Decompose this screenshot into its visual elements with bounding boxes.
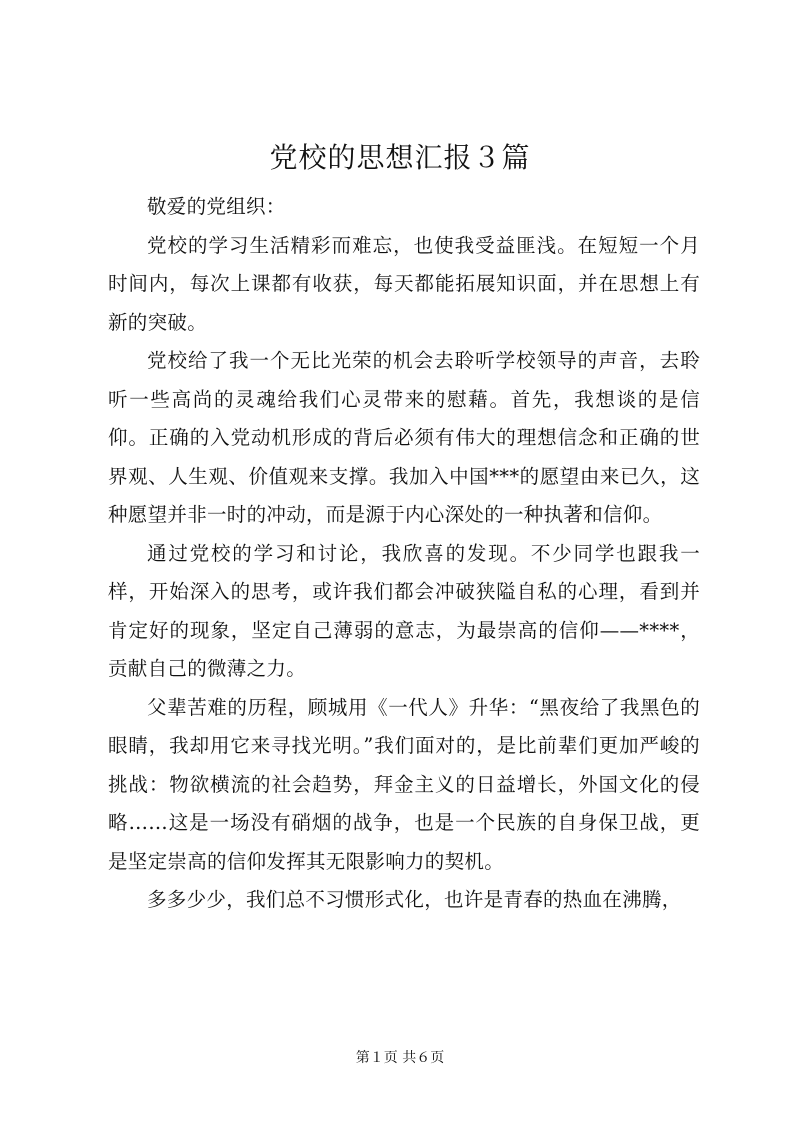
document-title: 党校的思想汇报３篇 — [269, 141, 531, 174]
paragraph: 通过党校的学习和讨论，我欣喜的发现。不少同学也跟我一样，开始深入的思考，或许我们都会冲破狭隘自私的心理，看到并肯定好的现象，坚定自己薄弱的意志，为最崇高的信仰——****，贡献自己的微薄之力。 — [108, 541, 700, 680]
paragraph: 多多少少，我们总不习惯形式化，也许是青春的热血在沸腾， — [147, 888, 682, 911]
document-body — [108, 188, 700, 920]
page-footer: 第１页 共６页 — [355, 1050, 445, 1066]
salutation: 敬爱的党组织： — [147, 195, 286, 218]
paragraph: 党校给了我一个无比光荣的机会去聆听学校领导的声音，去聆听一些高尚的灵魂给我们心灵带来的慰藉。首先，我想谈的是信仰。正确的入党动机形成的背后必须有伟大的理想信念和正确的世界观、人生观、价值观来支撑。我加入中国***的愿望由来已久，这种愿望并非一时的冲动，而是源于内心深处的一种执著和信仰。 — [108, 349, 700, 526]
paragraph: 党校的学习生活精彩而难忘，也使我受益匪浅。在短短一个月时间内，每次上课都有收获，每天都能拓展知识面，并在思想上有新的突破。 — [108, 233, 700, 334]
paragraph: 父辈苦难的历程，顾城用《一代人》升华：“黑夜给了我黑色的眼睛，我却用它来寻找光明。”我们面对的，是比前辈们更加严峻的挑战：物欲横流的社会趋势，拜金主义的日益增长，外国文化的侵略……这是一场没有硝烟的战争，也是一个民族的自身保卫战，更是坚定崇高的信仰发挥其无限影响力的契机。 — [108, 695, 700, 873]
